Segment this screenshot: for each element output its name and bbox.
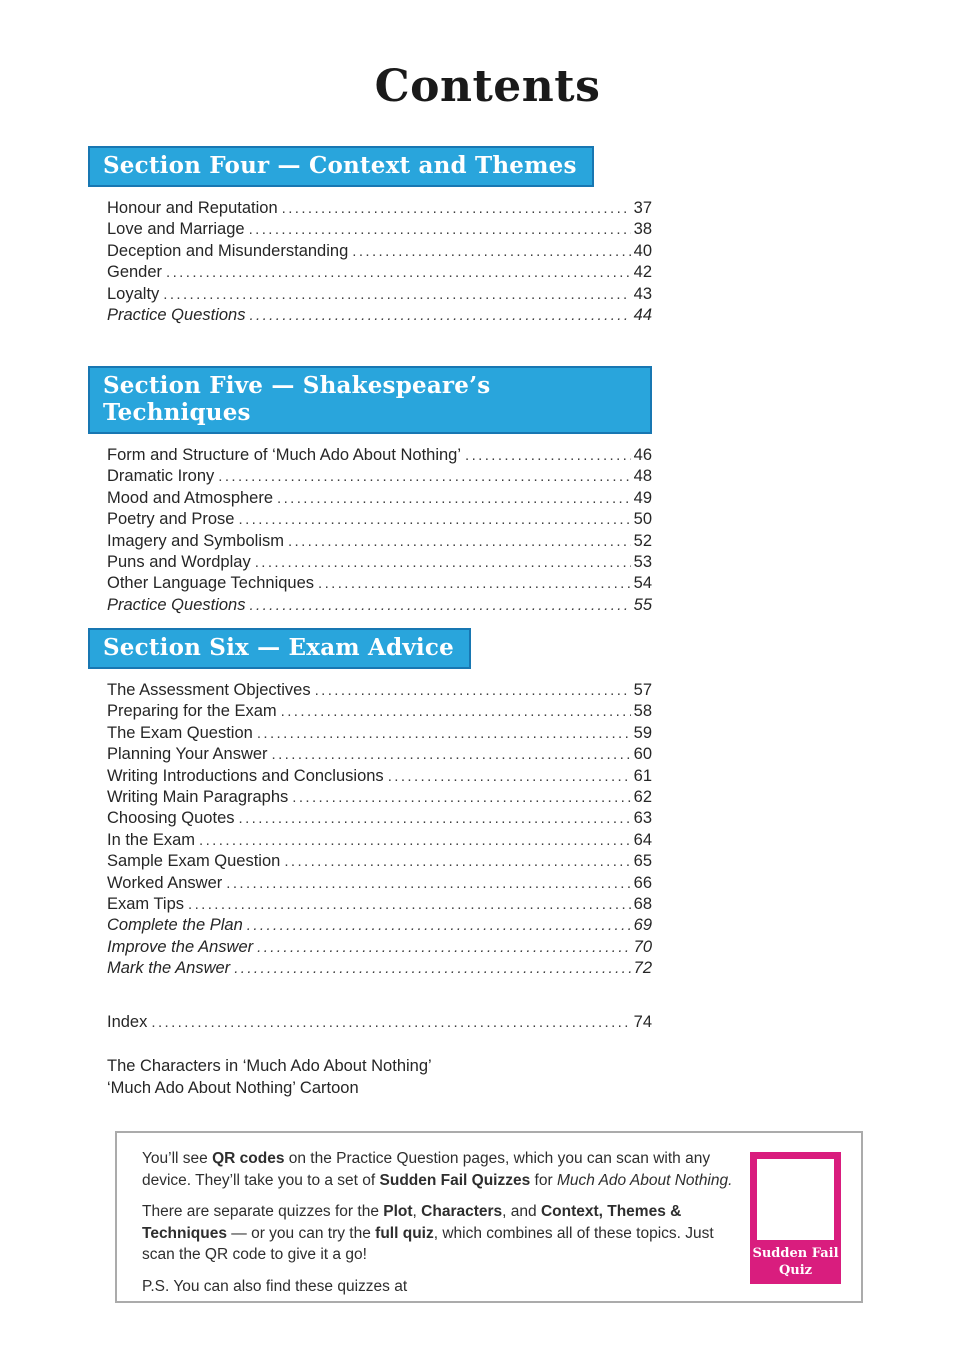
toc-page-number: 70 bbox=[633, 937, 652, 956]
toc-item-label: Preparing for the Exam bbox=[107, 702, 277, 721]
section-four bbox=[88, 146, 652, 326]
toc-page-number: 42 bbox=[633, 263, 652, 282]
toc-row bbox=[107, 488, 652, 509]
toc-page-number: 60 bbox=[633, 745, 652, 764]
dot-leader bbox=[166, 262, 631, 283]
toc-row bbox=[107, 595, 652, 616]
toc-item-label: Exam Tips bbox=[107, 895, 185, 914]
dot-leader bbox=[249, 305, 630, 326]
toc-row bbox=[107, 680, 652, 701]
toc-row bbox=[107, 744, 652, 765]
sudden-fail-badge bbox=[750, 1152, 841, 1284]
toc-row bbox=[107, 509, 652, 530]
toc-row bbox=[107, 851, 652, 872]
qr-paragraph-1: You’ll see QR codes on the Practice Question pages, which you can scan with any device. They’ll take you to a set of Sudden Fail Quizzes for Much Ado About Nothing. bbox=[142, 1150, 733, 1189]
toc-page-number: 46 bbox=[633, 446, 652, 464]
toc-page-number: 63 bbox=[633, 809, 652, 828]
dot-leader bbox=[234, 958, 630, 979]
toc-item-label: Form and Structure of ‘Much Ado About Nothing’ bbox=[107, 446, 462, 464]
section-header-bar bbox=[88, 146, 594, 187]
index-row bbox=[107, 1012, 652, 1033]
toc-row bbox=[107, 808, 652, 829]
toc-page-number: 74 bbox=[633, 1013, 652, 1031]
toc-row bbox=[107, 573, 652, 594]
dot-leader bbox=[257, 723, 631, 744]
toc-item-label: The Exam Question bbox=[107, 723, 253, 742]
toc-item-label: Poetry and Prose bbox=[107, 510, 235, 529]
dot-leader bbox=[247, 915, 631, 936]
toc-item-label: Loyalty bbox=[107, 284, 160, 303]
unnumbered-item: The Characters in ‘Much Ado About Nothing’ bbox=[107, 1057, 432, 1075]
toc-row bbox=[107, 284, 652, 305]
dot-leader bbox=[218, 466, 630, 487]
qr-info-text bbox=[142, 1148, 750, 1301]
qr-info-box bbox=[115, 1131, 863, 1303]
toc-row bbox=[107, 552, 652, 573]
dot-leader bbox=[292, 787, 630, 808]
toc-item-label: Complete the Plan bbox=[107, 916, 243, 935]
toc-page-number: 61 bbox=[633, 766, 652, 785]
toc-item-label: Practice Questions bbox=[107, 595, 246, 614]
toc-page-number: 55 bbox=[633, 595, 652, 614]
toc-row bbox=[107, 873, 652, 894]
toc-page-number: 57 bbox=[633, 681, 652, 699]
dot-leader bbox=[277, 488, 631, 509]
toc-page-number: 65 bbox=[633, 852, 652, 871]
dot-leader bbox=[188, 894, 631, 915]
qr-paragraph-ps: P.S. You can also find these quizzes at bbox=[142, 1277, 408, 1295]
toc-item-label: Mood and Atmosphere bbox=[107, 488, 274, 507]
toc-page-number: 72 bbox=[633, 959, 652, 978]
dot-leader bbox=[249, 219, 631, 240]
toc-item-label: Writing Main Paragraphs bbox=[107, 788, 289, 807]
toc-row bbox=[107, 531, 652, 552]
section-five bbox=[88, 366, 652, 616]
dot-leader bbox=[388, 766, 631, 787]
badge-label: Sudden Fail Quiz bbox=[752, 1246, 839, 1278]
toc-row bbox=[107, 445, 652, 466]
dot-leader bbox=[281, 701, 631, 722]
dot-leader bbox=[315, 680, 631, 701]
toc-row bbox=[107, 723, 652, 744]
toc-page-number: 54 bbox=[633, 574, 652, 593]
toc-item-label: Love and Marriage bbox=[107, 220, 245, 239]
toc-page-number: 64 bbox=[633, 830, 652, 849]
toc-page-number: 40 bbox=[633, 241, 652, 260]
dot-leader bbox=[257, 937, 631, 958]
toc-list bbox=[107, 445, 652, 616]
unnumbered-item: ‘Much Ado About Nothing’ Cartoon bbox=[107, 1079, 359, 1097]
toc-item-label: Other Language Techniques bbox=[107, 574, 315, 593]
toc-item-label: Honour and Reputation bbox=[107, 199, 278, 217]
qr-paragraph-2: There are separate quizzes for the Plot, Characters, and Context, Themes & Techniques — or you can try the full quiz, which combines all of these topics. Just scan the QR code to give it a go! bbox=[142, 1203, 714, 1263]
dot-leader bbox=[272, 744, 631, 765]
dot-leader bbox=[465, 445, 631, 466]
dot-leader bbox=[239, 808, 631, 829]
qr-code-placeholder-icon bbox=[757, 1159, 834, 1240]
index-block bbox=[107, 1012, 652, 1033]
dot-leader bbox=[239, 509, 631, 530]
toc-page-number: 49 bbox=[633, 488, 652, 507]
dot-leader bbox=[282, 198, 631, 219]
dot-leader bbox=[318, 573, 631, 594]
section-header-bar bbox=[88, 366, 652, 434]
toc-page-number: 66 bbox=[633, 873, 652, 892]
toc-item-label: Practice Questions bbox=[107, 306, 246, 325]
toc-row bbox=[107, 219, 652, 240]
section-header-label: Section Five — Shakespeare’s Techniques bbox=[103, 372, 491, 426]
section-header-label: Section Six — Exam Advice bbox=[103, 634, 454, 661]
toc-page-number: 52 bbox=[633, 531, 652, 550]
toc-list bbox=[107, 680, 652, 980]
toc-list bbox=[107, 198, 652, 326]
dot-leader bbox=[199, 830, 631, 851]
toc-page-number: 69 bbox=[633, 916, 652, 935]
toc-item-label: Writing Introductions and Conclusions bbox=[107, 766, 384, 785]
toc-row bbox=[107, 466, 652, 487]
toc-item-label: Index bbox=[107, 1013, 148, 1031]
toc-page-number: 58 bbox=[633, 702, 652, 721]
toc-item-label: Improve the Answer bbox=[107, 937, 254, 956]
dot-leader bbox=[151, 1012, 630, 1033]
toc-row bbox=[107, 701, 652, 722]
toc-item-label: Gender bbox=[107, 263, 163, 282]
section-header-bar bbox=[88, 628, 471, 669]
toc-row bbox=[107, 937, 652, 958]
dot-leader bbox=[226, 873, 630, 894]
toc-page-number: 59 bbox=[633, 723, 652, 742]
toc-item-label: Dramatic Irony bbox=[107, 467, 215, 486]
toc-row bbox=[107, 198, 652, 219]
section-six bbox=[88, 628, 652, 980]
toc-item-label: Imagery and Symbolism bbox=[107, 531, 284, 550]
toc-item-label: Puns and Wordplay bbox=[107, 553, 251, 572]
toc-item-label: Sample Exam Question bbox=[107, 852, 281, 871]
toc-item-label: Worked Answer bbox=[107, 873, 223, 892]
toc-item-label: Deception and Misunderstanding bbox=[107, 241, 349, 260]
toc-page-number: 43 bbox=[633, 284, 652, 303]
toc-page-number: 37 bbox=[633, 199, 652, 217]
dot-leader bbox=[284, 851, 630, 872]
toc-row bbox=[107, 787, 652, 808]
toc-item-label: The Assessment Objectives bbox=[107, 681, 311, 699]
dot-leader bbox=[163, 284, 630, 305]
toc-row bbox=[107, 241, 652, 262]
dot-leader bbox=[352, 241, 630, 262]
toc-item-label: In the Exam bbox=[107, 830, 196, 849]
toc-page-number: 62 bbox=[633, 788, 652, 807]
toc-row bbox=[107, 894, 652, 915]
toc-row bbox=[107, 830, 652, 851]
toc-row bbox=[107, 262, 652, 283]
toc-row bbox=[107, 766, 652, 787]
toc-row bbox=[107, 958, 652, 979]
toc-row bbox=[107, 915, 652, 936]
dot-leader bbox=[249, 595, 630, 616]
toc-page-number: 44 bbox=[633, 306, 652, 325]
dot-leader bbox=[255, 552, 631, 573]
page-title: Contents bbox=[374, 61, 601, 112]
dot-leader bbox=[288, 531, 631, 552]
toc-item-label: Choosing Quotes bbox=[107, 809, 235, 828]
toc-item-label: Planning Your Answer bbox=[107, 745, 268, 764]
unnumbered-block bbox=[107, 1055, 432, 1099]
toc-row bbox=[107, 305, 652, 326]
toc-page-number: 68 bbox=[633, 895, 652, 914]
toc-page-number: 48 bbox=[633, 467, 652, 486]
toc-page-number: 38 bbox=[633, 220, 652, 239]
toc-page-number: 53 bbox=[633, 553, 652, 572]
toc-page-number: 50 bbox=[633, 510, 652, 529]
section-header-label: Section Four — Context and Themes bbox=[103, 152, 577, 179]
toc-item-label: Mark the Answer bbox=[107, 959, 231, 978]
